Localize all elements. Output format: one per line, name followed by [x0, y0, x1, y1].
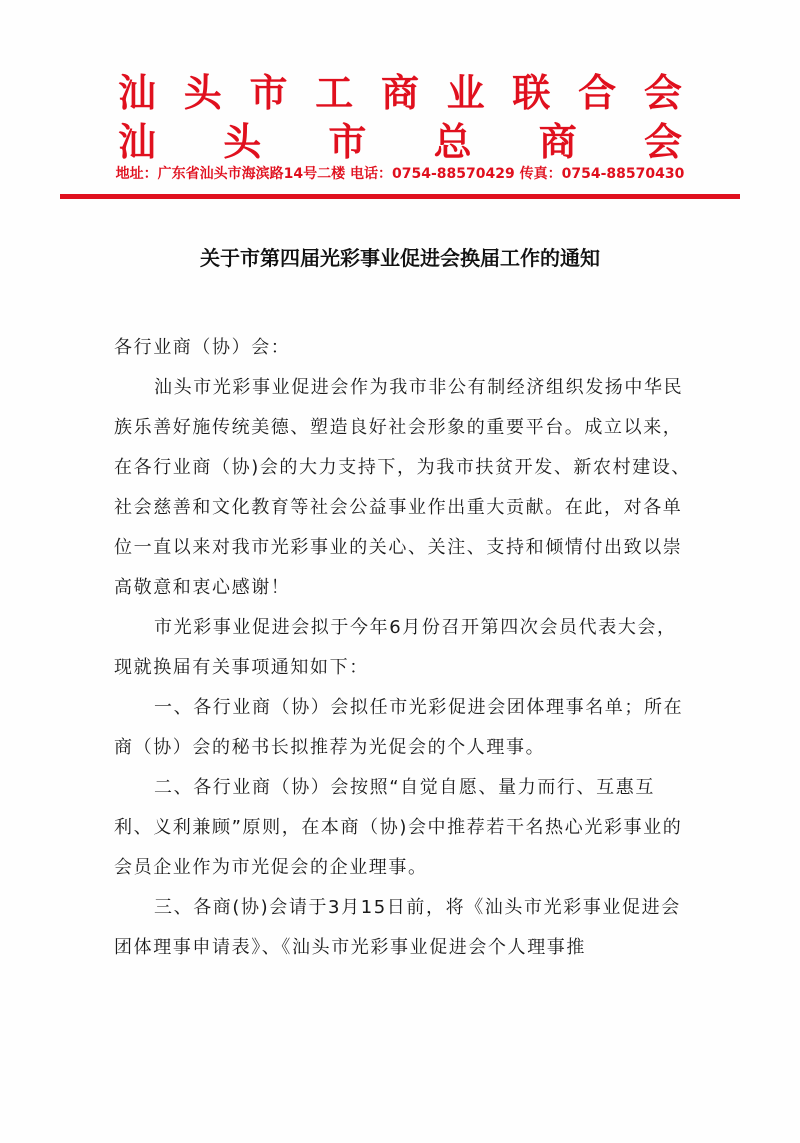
letterhead-char: 商: [538, 119, 577, 164]
paragraph: 一、各行业商（协）会拟任市光彩促进会团体理事名单；所在商（协）会的秘书长拟推荐为光促会的个人理事。: [114, 697, 684, 758]
letterhead-char: 市: [328, 119, 367, 164]
letterhead-char: 合: [578, 70, 617, 115]
document-body: [114, 328, 694, 968]
letterhead-contact-info: 地址：广东省汕头市海滨路14号二楼 电话：0754-88570429 传真：0754-88570430: [115, 166, 685, 182]
paragraph: 二、各行业商（协）会按照“自觉自愿、量力而行、互惠互利、义利兼顾”原则，在本商（协)会中推荐若干名热心光彩事业的会员企业作为市光促会的企业理事。: [114, 777, 683, 878]
letterhead-char: 会: [643, 119, 682, 164]
letterhead-char: 汕: [118, 119, 157, 164]
letterhead-char: 联: [512, 70, 551, 115]
letterhead-org-name-line2: [118, 117, 682, 167]
letterhead-divider: [60, 194, 740, 199]
salutation: 各行业商（协）会：: [114, 337, 291, 358]
letterhead-char: 市: [249, 70, 288, 115]
letterhead-char: 工: [315, 70, 354, 115]
paragraph: 汕头市光彩事业促进会作为我市非公有制经济组织发扬中华民族乐善好施传统美德、塑造良好社会形象的重要平台。成立以来，在各行业商（协)会的大力支持下，为我市扶贫开发、新农村建设、社会慈善和文化教育等社会公益事业作出重大贡献。在此，对各单位一直以来对我市光彩事业的关心、关注、支持和倾情付出致以崇高敬意和衷心感谢！: [114, 377, 692, 598]
letterhead-char: 业: [446, 70, 485, 115]
document-title: 关于市第四届光彩事业促进会换届工作的通知: [200, 246, 600, 270]
letterhead-char: 头: [223, 119, 262, 164]
paragraph: 三、各商(协)会请于3月15日前，将《汕头市光彩事业促进会团体理事申请表》、《汕头市光彩事业促进会个人理事推: [114, 897, 681, 958]
letterhead-org-name-line1: [118, 68, 682, 118]
letterhead-char: 汕: [118, 70, 157, 115]
letterhead-char: 会: [643, 70, 682, 115]
letterhead-char: 商: [380, 70, 419, 115]
paragraph: 市光彩事业促进会拟于今年6月份召开第四次会员代表大会，现就换届有关事项通知如下：: [114, 617, 677, 678]
letterhead-char: 头: [183, 70, 222, 115]
letterhead-char: 总: [433, 119, 472, 164]
